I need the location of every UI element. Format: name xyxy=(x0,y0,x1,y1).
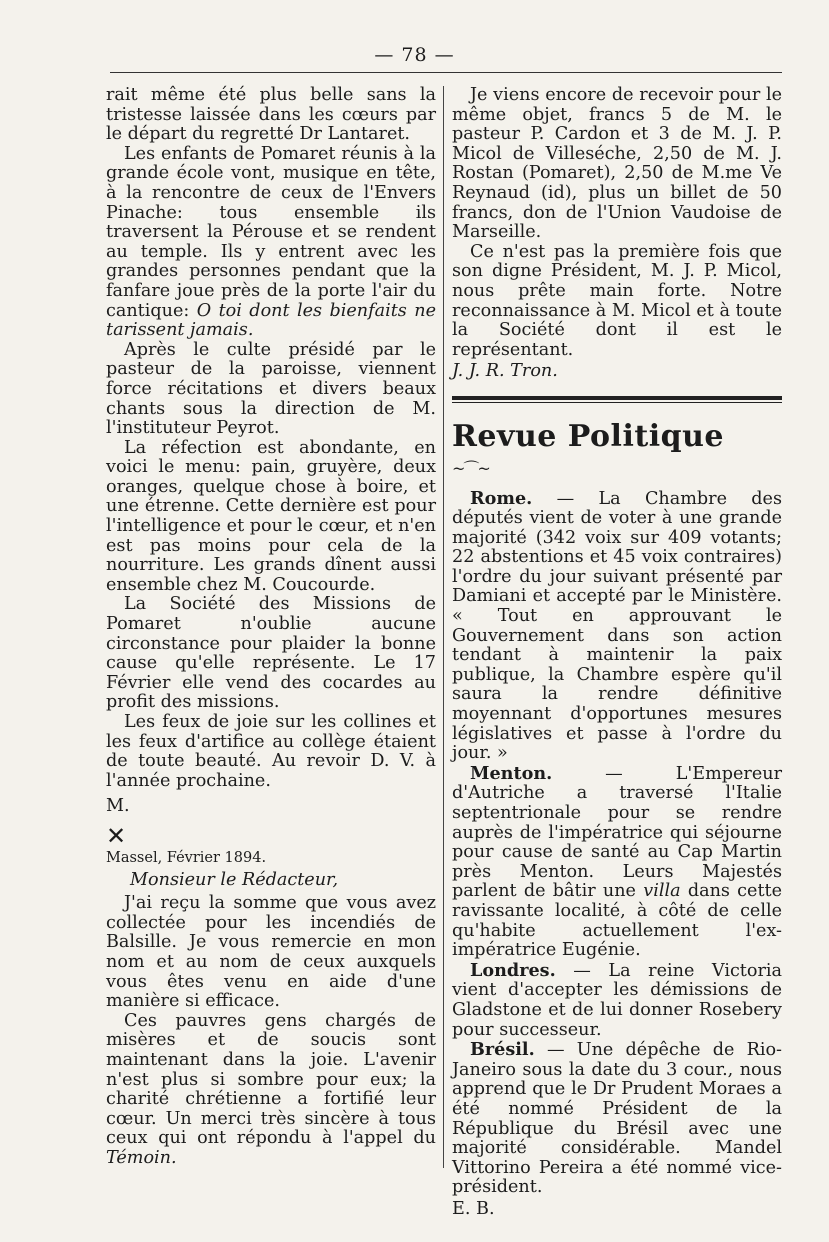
flourish-ornament: ~⌒~ xyxy=(452,458,489,478)
section-rule-thick xyxy=(452,396,782,400)
signature-tron: J. J. R. Tron. xyxy=(452,361,558,382)
section-title: Revue Politique xyxy=(452,418,724,454)
news-keyword: Rome. xyxy=(470,487,533,509)
news-keyword: Menton. xyxy=(470,762,553,784)
paragraph-culte: Après le culte présidé par le pasteur de la paroisse, viennent force récitations et divers beaux chants sous la direction de M. l'instituteur Peyrot. xyxy=(106,339,436,439)
paragraph-text: Ces pauvres gens chargés de misères et de soucis sont maintenant dans la joie. L'avenir n'est plus si sombre pour eux; la charité chrétienne a fortifié leur cœur. Un merci très sincère à tous ceux qui ont répondu à l'appel du xyxy=(106,1010,436,1149)
paragraph-text: Les enfants de Pomaret réunis à la grande école vont, musique en tête, à la rencontre de ceux de l'Envers Pinache: tous ensemble ils traversent la Pérouse et se rendent au temple. Ils y entrent avec les grandes personnes pendant que la fanfare joue près de la porte l'air du cantique: xyxy=(106,143,436,321)
page-number: — 78 — xyxy=(374,44,455,66)
news-italic: villa xyxy=(643,881,681,902)
news-keyword: Londres. xyxy=(470,959,556,981)
paragraph-children-pomaret xyxy=(106,145,436,341)
paragraph-pauvres-gens xyxy=(106,1012,436,1169)
news-text: — La Chambre des députés vient de voter à une grande majorité (342 voix sur 409 votants; 22 abstentions et 45 voix contraires) l'ordre du jour suivant présenté par Damiani et accepté par le Ministère. « Tout en approuvant le Gouvernement dans son action tendant à maintenir la paix publique, la Chambre espère qu'il saura la rendre définitive moyennant d'opportunes mesures législatives et passe à l'ordre du jour. » xyxy=(452,488,782,764)
paragraph-continuation: rait même été plus belle sans la tristesse laissée dans les cœurs par le départ du regretté Dr Lantaret. xyxy=(106,85,436,145)
news-bresil xyxy=(452,1040,782,1198)
news-rome xyxy=(452,489,782,764)
column-divider xyxy=(443,86,444,1168)
news-londres xyxy=(452,961,782,1040)
paragraph-feux: Les feux de joie sur les collines et les feux d'artifice au collège étaient de toute beauté. Au revoir D. V. à l'année prochaine. xyxy=(106,712,436,791)
news-keyword: Brésil. xyxy=(470,1039,535,1061)
right-column xyxy=(452,86,782,1219)
letter-dateline: Massel, Février 1894. xyxy=(106,849,267,866)
news-menton xyxy=(452,764,782,961)
news-text: — Une dépêche de Rio-Janeiro sous la date du 3 cour., nous apprend que le Dr Prudent Moraes a été nommé Président de la République du Brésil avec une majorité considérable. Mandel Vittorino Pereira a été nommé vice-président. xyxy=(452,1040,782,1198)
newspaper-name: Témoin. xyxy=(106,1147,177,1168)
cross-separator: ✕ xyxy=(106,821,127,850)
paragraph-balsille: J'ai reçu la somme que vous avez collectée pour les incendiés de Balsille. Je vous remercie en mon nom et au nom de ceux auxquels vous êtes venu en aide d'une manière si efficace. xyxy=(106,893,436,1012)
signature-eb: E. B. xyxy=(452,1198,495,1219)
news-text: — La reine Victoria vient d'accepter les démissions de Gladstone et de lui donner Rosebery pour successeur. xyxy=(452,960,782,1040)
news-text: — L'Empereur d'Autriche a traversé l'Italie septentrionale pour se rendre auprès de l'impératrice qui séjourne pour cause de santé au Cap Martin près Menton. Leurs Majestés parlent de bâtir une xyxy=(452,763,782,902)
signature-m: M. xyxy=(106,796,130,817)
news-text: dans cette ravissante localité, à côté de celle qu'habite actuellement l'ex-impératrice Eugénie. xyxy=(452,881,782,961)
paragraph-president: Ce n'est pas la première fois que son digne Président, M. J. P. Micol, nous prête main forte. Notre reconnaissance à M. Micol et à toute la Société dont il est le représentant. xyxy=(452,241,783,360)
paragraph-donations: Je viens encore de recevoir pour le même objet, francs 5 de M. le pasteur P. Cardon et 3 de M. J. P. Micol de Villeséche, 2,50 de M. J. Rostan (Pomaret), 2,50 de M.me Ve Reynaud (id), plus un billet de 50 francs, don de l'Union Vaudoise de Marseille. xyxy=(452,85,782,243)
section-rule-thin xyxy=(452,402,782,403)
letter-salutation: Monsieur le Rédacteur, xyxy=(130,869,339,890)
header-rule xyxy=(110,72,782,73)
left-column xyxy=(106,86,436,1168)
hymn-title: O toi dont les bienfaits ne tarissent jamais. xyxy=(106,300,437,341)
paragraph-missions: La Société des Missions de Pomaret n'oublie aucune circonstance pour plaider la bonne cause qu'elle représente. Le 17 Février elle vend des cocardes au profit des missions. xyxy=(106,594,436,713)
paragraph-menu: La réfection est abondante, en voici le menu: pain, gruyère, deux oranges, quelque chose à boire, et une étrenne. Cette dernière est pour l'intelligence et pour le cœur, et n'en est pas moins pour cela de la nourriture. Les grands dînent aussi ensemble chez M. Coucourde. xyxy=(106,437,436,595)
